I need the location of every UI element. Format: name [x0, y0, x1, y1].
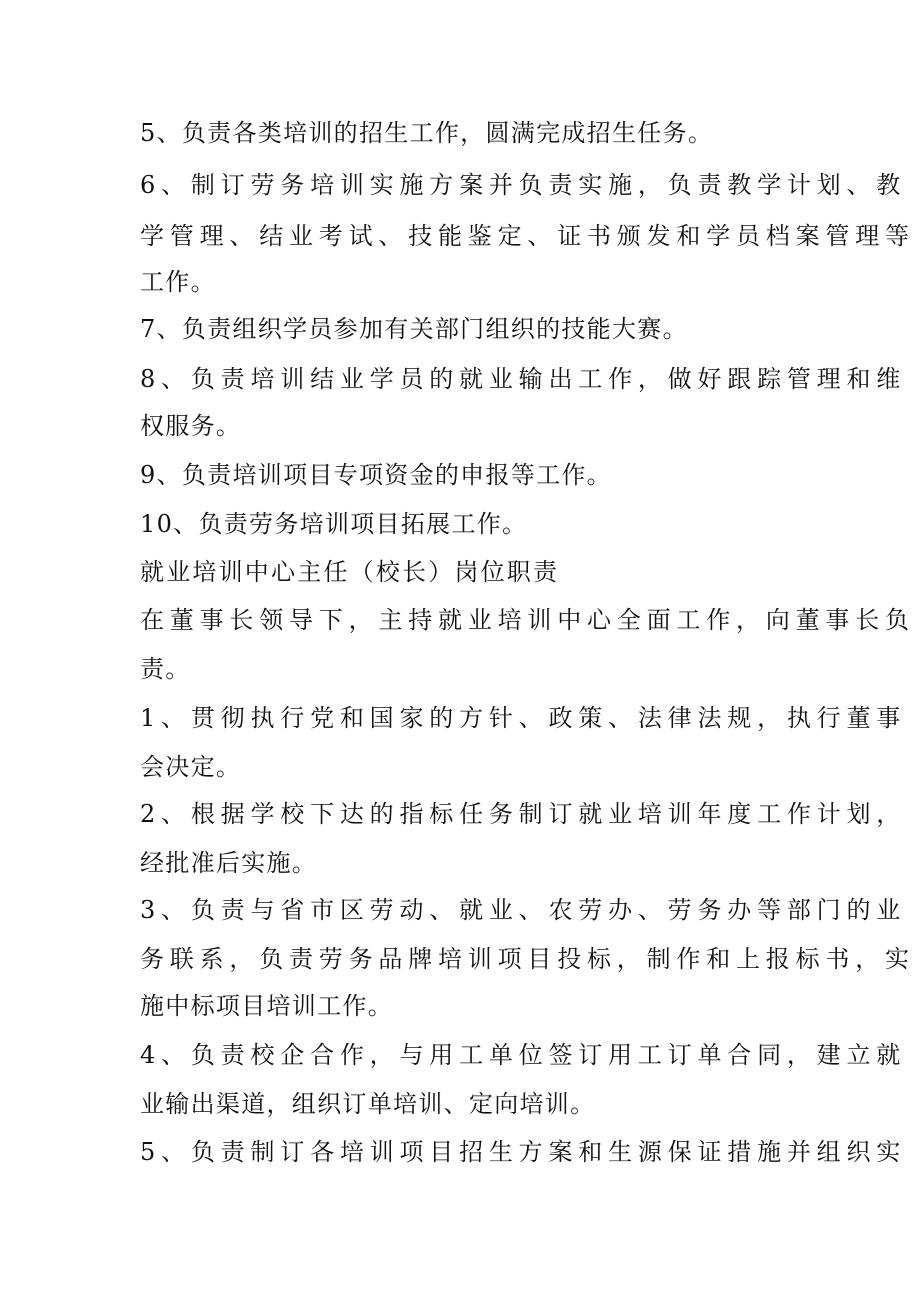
text-line-duty-1-policy: 1、贯彻执行党和国家的方针、政策、法律法规，执行董事 — [140, 704, 907, 732]
text-line-duty-2-plan: 2、根据学校下达的指标任务制订就业培训年度工作计划， — [140, 800, 907, 828]
text-line-director-intro: 在董事长领导下，主持就业培训中心全面工作，向董事长负 — [140, 606, 915, 634]
text-line-duty-5-recruitment: 5、负责制订各培训项目招生方案和生源保证措施并组织实 — [140, 1138, 907, 1166]
text-line-duty-3-continued: 务联系，负责劳务品牌培训项目投标，制作和上报标书，实 — [140, 945, 915, 973]
text-line-director-intro-end: 责。 — [140, 655, 191, 683]
text-line-duty-4-cooperation: 4、负责校企合作，与用工单位签订用工订单合同，建立就 — [140, 1041, 907, 1069]
text-line-item-8-employment: 8、负责培训结业学员的就业输出工作，做好跟踪管理和维 — [140, 365, 907, 393]
text-line-item-6-continued: 学管理、结业考试、技能鉴定、证书颁发和学员档案管理等 — [140, 222, 915, 250]
text-line-duty-4-end: 业输出渠道，组织订单培训、定向培训。 — [140, 1090, 596, 1118]
text-line-duty-2-end: 经批准后实施。 — [140, 849, 318, 877]
text-line-item-6-plan: 6、制订劳务培训实施方案并负责实施，负责教学计划、教 — [140, 171, 907, 199]
text-line-duty-3-end: 施中标项目培训工作。 — [140, 992, 393, 1020]
text-line-item-8-end: 权服务。 — [140, 412, 242, 440]
text-line-item-5-enrollment: 5、负责各类培训的招生工作，圆满完成招生任务。 — [140, 119, 714, 147]
text-line-duty-3-liaison: 3、负责与省市区劳动、就业、农劳办、劳务办等部门的业 — [140, 896, 907, 924]
text-line-item-7-competition: 7、负责组织学员参加有关部门组织的技能大赛。 — [140, 315, 688, 343]
text-line-item-9-funds: 9、负责培训项目专项资金的申报等工作。 — [140, 461, 612, 489]
section-heading-director-duties: 就业培训中心主任（校长）岗位职责 — [140, 558, 560, 586]
text-line-item-10-expansion: 10、负责劳务培训项目拓展工作。 — [140, 510, 528, 538]
text-line-duty-1-end: 会决定。 — [140, 753, 242, 781]
text-line-item-6-end: 工作。 — [140, 268, 216, 296]
